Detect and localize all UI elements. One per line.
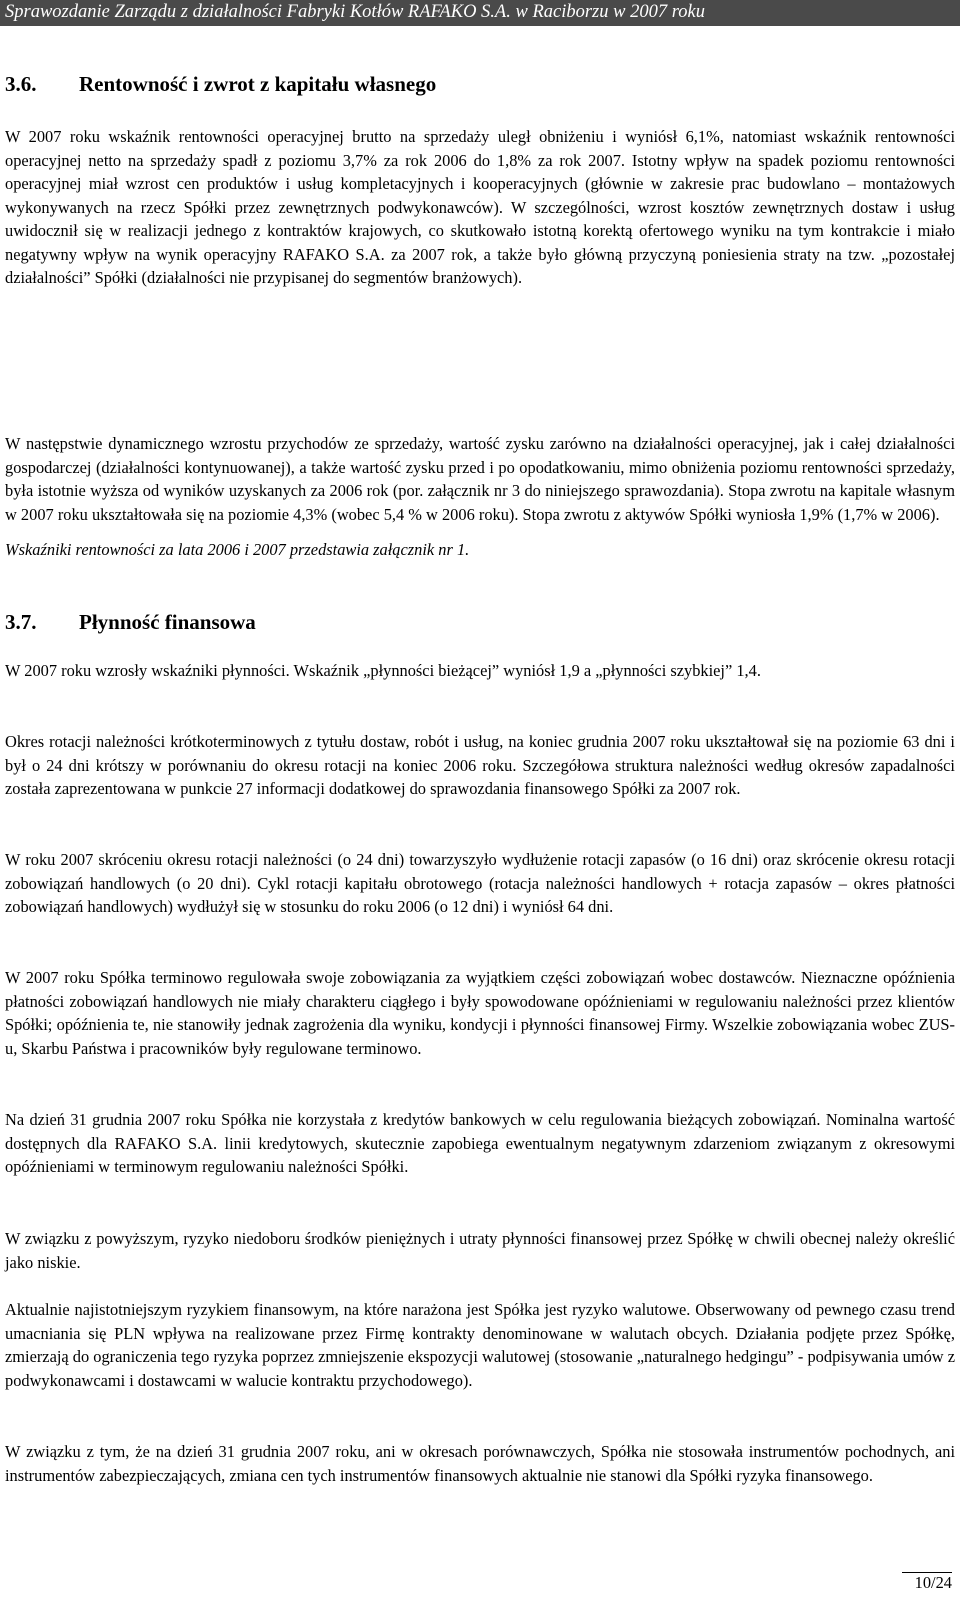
annex-note: Wskaźniki rentowności za lata 2006 i 2007 przedstawia załącznik nr 1. (5, 540, 470, 559)
paragraph: Aktualnie najistotniejszym ryzykiem finansowym, na które narażona jest Spółka jest ryzyko walutowe. Obserwowany od pewnego czasu trend umacniania się PLN wpływa na realizowane przez Firmę kontrakty denominowane w walutach obcych. Działania podjęte przez Spółkę, zmierzają do ograniczenia tego ryzyka poprzez zmniejszenie ekspozycji walutowej (stosowanie „naturalnego hedgingu” - podpisywania umów z podwykonawcami i dostawcami w walucie kontraktu przychodowego). (5, 1300, 955, 1390)
paragraph: W następstwie dynamicznego wzrostu przychodów ze sprzedaży, wartość zysku zarówno na działalności operacyjnej, jak i całej działalności gospodarczej (działalności kontynuowanej), a także wartość zysku przed i po opodatkowaniu, mimo obniżenia poziomu rentowności sprzedaży, była istotnie wyższa od wyników uzyskanych za 2006 rok (por. załącznik nr 3 do niniejszego sprawozdania). Stopa zwrotu na kapitale własnym w 2007 roku ukształtowała się na poziomie 4,3% (wobec 5,4 % w 2006 roku). Stopa zwrotu z aktywów Spółki wyniosła 1,9% (1,7% w 2006). (5, 434, 955, 524)
running-header (0, 0, 960, 26)
section-title: Rentowność i zwrot z kapitału własnego (79, 72, 437, 96)
section-number: 3.7. (5, 610, 37, 634)
paragraph: W związku z powyższym, ryzyko niedoboru środków pieniężnych i utraty płynności finansowej przez Spółkę w chwili obecnej należy określić jako niskie. (5, 1229, 955, 1272)
paragraph: W 2007 roku wzrosły wskaźniki płynności. Wskaźnik „płynności bieżącej” wyniósł 1,9 a „płynności szybkiej” 1,4. (5, 661, 761, 680)
page-number: 10/24 (914, 1573, 952, 1592)
paragraph: Okres rotacji należności krótkoterminowych z tytułu dostaw, robót i usług, na koniec grudnia 2007 roku ukształtował się na poziomie 63 dni i był o 24 dni krótszy w porównaniu do okresu rotacji na koniec 2006 roku. Szczegółowa struktura należności według okresów zapadalności została zaprezentowana w punkcie 27 informacji dodatkowej do sprawozdania finansowego Spółki za 2007 rok. (5, 732, 955, 798)
paragraph: Na dzień 31 grudnia 2007 roku Spółka nie korzystała z kredytów bankowych w celu regulowania bieżących zobowiązań. Nominalna wartość dostępnych dla RAFAKO S.A. linii kredytowych, skutecznie zapobiega ewentualnym negatywnym zdarzeniom związanym z okresowymi opóźnieniami w terminowym regulowaniu należności Spółki. (5, 1110, 955, 1176)
running-header-title: Sprawozdanie Zarządu z działalności Fabryki Kotłów RAFAKO S.A. w Raciborzu w 2007 roku (5, 2, 705, 22)
section-number: 3.6. (5, 72, 37, 96)
paragraph: W 2007 roku wskaźnik rentowności operacyjnej brutto na sprzedaży uległ obniżeniu i wyniósł 6,1%, natomiast wskaźnik rentowności operacyjnej netto na sprzedaży spadł z poziomu 3,7% za rok 2006 do 1,8% za rok 2007. Istotny wpływ na spadek poziomu rentowności operacyjnej miał wzrost cen produktów i usług kompletacyjnych i kooperacyjnych (głównie w zakresie prac budowlano – montażowych wykonywanych na rzecz Spółki przez zewnętrznych podwykonawców). W szczególności, wzrost kosztów zewnętrznych dostaw i usług uwidocznił się w realizacji jednego z kontraktów krajowych, co skutkowało istotną korektą ofertowego wyniku na tym kontrakcie i miało negatywny wpływ na wynik operacyjny RAFAKO S.A. za 2007 rok, a także było główną przyczyną poniesienia straty na tzw. „pozostałej działalności” Spółki (działalności nie przypisanej do segmentów branżowych). (5, 127, 955, 287)
section-title: Płynność finansowa (79, 610, 256, 634)
section-heading-3-7 (5, 610, 256, 635)
paragraph: W roku 2007 skróceniu okresu rotacji należności (o 24 dni) towarzyszyło wydłużenie rotacji zapasów (o 16 dni) oraz skrócenie okresu rotacji zobowiązań handlowych (o 20 dni). Cykl rotacji kapitału obrotowego (rotacja należności handlowych + rotacja zapasów – okres płatności zobowiązań handlowych) wydłużył się w stosunku do roku 2006 (o 12 dni) i wyniósł 64 dni. (5, 850, 955, 916)
paragraph: W 2007 roku Spółka terminowo regulowała swoje zobowiązania za wyjątkiem części zobowiązań wobec dostawców. Nieznaczne opóźnienia płatności zobowiązań handlowych nie miały charakteru ciągłego i były spowodowane opóźnieniami w regulowaniu należności przez klientów Spółki; opóźnienia te, nie stanowiły jednak zagrożenia dla wyniku, kondycji i płynności finansowej Firmy. Wszelkie zobowiązania wobec ZUS-u, Skarbu Państwa i pracowników były regulowane terminowo. (5, 968, 955, 1058)
paragraph: W związku z tym, że na dzień 31 grudnia 2007 roku, ani w okresach porównawczych, Spółka nie stosowała instrumentów pochodnych, ani instrumentów zabezpieczających, zmiana cen tych instrumentów finansowych aktualnie nie stanowi dla Spółki ryzyka finansowego. (5, 1442, 955, 1485)
section-heading-3-6 (5, 72, 436, 97)
